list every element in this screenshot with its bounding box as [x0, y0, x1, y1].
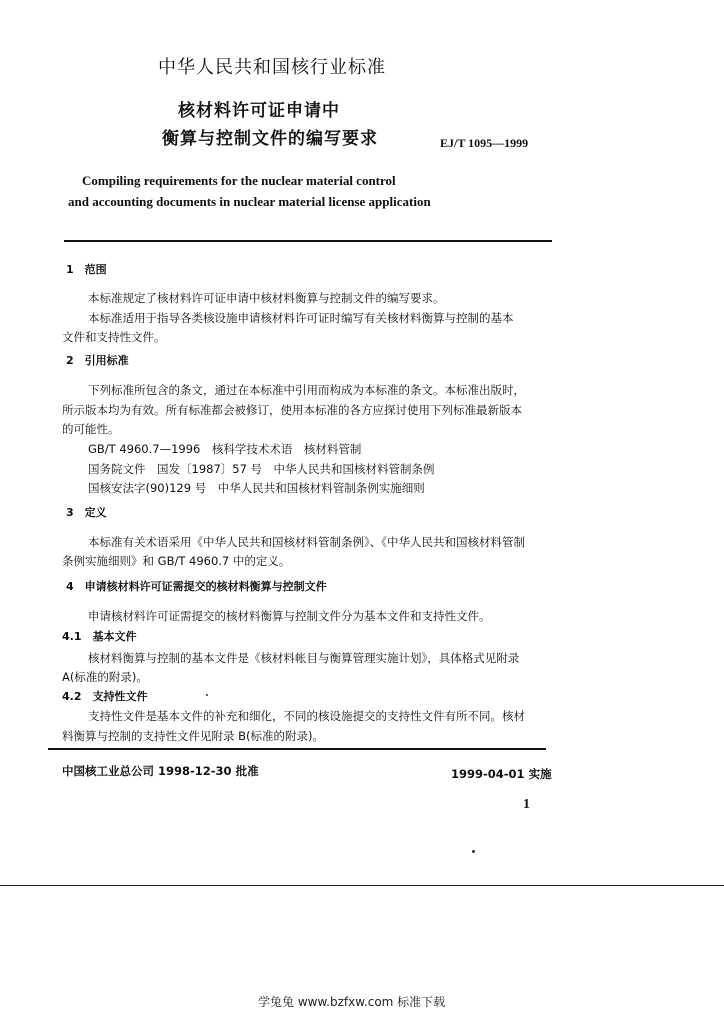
- section-3-paragraph-line1: 本标准有关术语采用《中华人民共和国核材料管制条例》、《中华人民共和国核材料管制: [88, 535, 525, 549]
- section-4-2-heading: 4.2 支持性文件: [62, 690, 148, 703]
- section-1-paragraph-2-line1: 本标准适用于指导各类核设施申请核材料许可证时编写有关核材料衡算与控制的基本: [88, 311, 514, 325]
- document-title-line2: 衡算与控制文件的编写要求: [162, 129, 378, 149]
- page-bottom-divider: [0, 885, 724, 886]
- section-4-heading: 4 申请核材料许可证需提交的核材料衡算与控制文件: [66, 580, 327, 593]
- section-2-heading: 2 引用标准: [66, 354, 129, 367]
- section-3-heading: 3 定义: [66, 506, 107, 519]
- section-1-paragraph-1: 本标准规定了核材料许可证申请中核材料衡算与控制文件的编写要求。: [88, 291, 445, 305]
- document-title-line1: 核材料许可证申请中: [178, 101, 340, 121]
- page-number: 1: [523, 797, 530, 812]
- scan-speck: [472, 850, 475, 853]
- section-2-paragraph-line2: 所示版本均为有效。所有标准都会被修订，使用本标准的各方应探讨使用下列标准最新版本: [62, 403, 522, 417]
- title-divider: [64, 240, 552, 242]
- reference-3: 国核安法字(90)129 号 中华人民共和国核材料管制条例实施细则: [88, 481, 425, 495]
- section-1-heading: 1 范围: [66, 263, 107, 276]
- english-title-line1: Compiling requirements for the nuclear material control: [82, 173, 396, 188]
- section-2-paragraph-line1: 下列标准所包含的条文，通过在本标准中引用而构成为本标准的条文。本标准出版时，: [88, 383, 525, 397]
- section-4-1-heading: 4.1 基本文件: [62, 630, 137, 643]
- watermark: 学兔兔 www.bzfxw.com 标准下载: [258, 995, 446, 1009]
- reference-1: GB/T 4960.7—1996 核科学技术术语 核材料管制: [88, 442, 362, 456]
- footer-divider: [48, 748, 546, 750]
- section-2-paragraph-line3: 的可能性。: [62, 422, 120, 436]
- section-4-2-paragraph-line1: 支持性文件是基本文件的补充和细化，不同的核设施提交的支持性文件有所不同。核材: [88, 709, 525, 723]
- standard-header: 中华人民共和国核行业标准: [158, 57, 386, 78]
- section-4-2-paragraph-line2: 料衡算与控制的支持性文件见附录 B(标准的附录)。: [62, 729, 325, 743]
- section-4-paragraph: 申请核材料许可证需提交的核材料衡算与控制文件分为基本文件和支持性文件。: [88, 609, 491, 623]
- section-3-paragraph-line2: 条例实施细则》和 GB/T 4960.7 中的定义。: [62, 554, 291, 568]
- standard-code: EJ/T 1095—1999: [440, 136, 529, 150]
- reference-2: 国务院文件 国发〔1987〕57 号 中华人民共和国核材料管制条例: [88, 462, 435, 476]
- english-title-line2: and accounting documents in nuclear material license application: [68, 194, 431, 209]
- approval-statement: 中国核工业总公司 1998-12-30 批准: [62, 764, 259, 778]
- scan-speck: [206, 694, 208, 696]
- effective-date: 1999-04-01 实施: [451, 767, 552, 781]
- section-1-paragraph-2-line2: 文件和支持性文件。: [62, 330, 166, 344]
- section-4-1-paragraph-line1: 核材料衡算与控制的基本文件是《核材料帐目与衡算管理实施计划》，具体格式见附录: [88, 651, 520, 665]
- section-4-1-paragraph-line2: A(标准的附录)。: [62, 670, 148, 684]
